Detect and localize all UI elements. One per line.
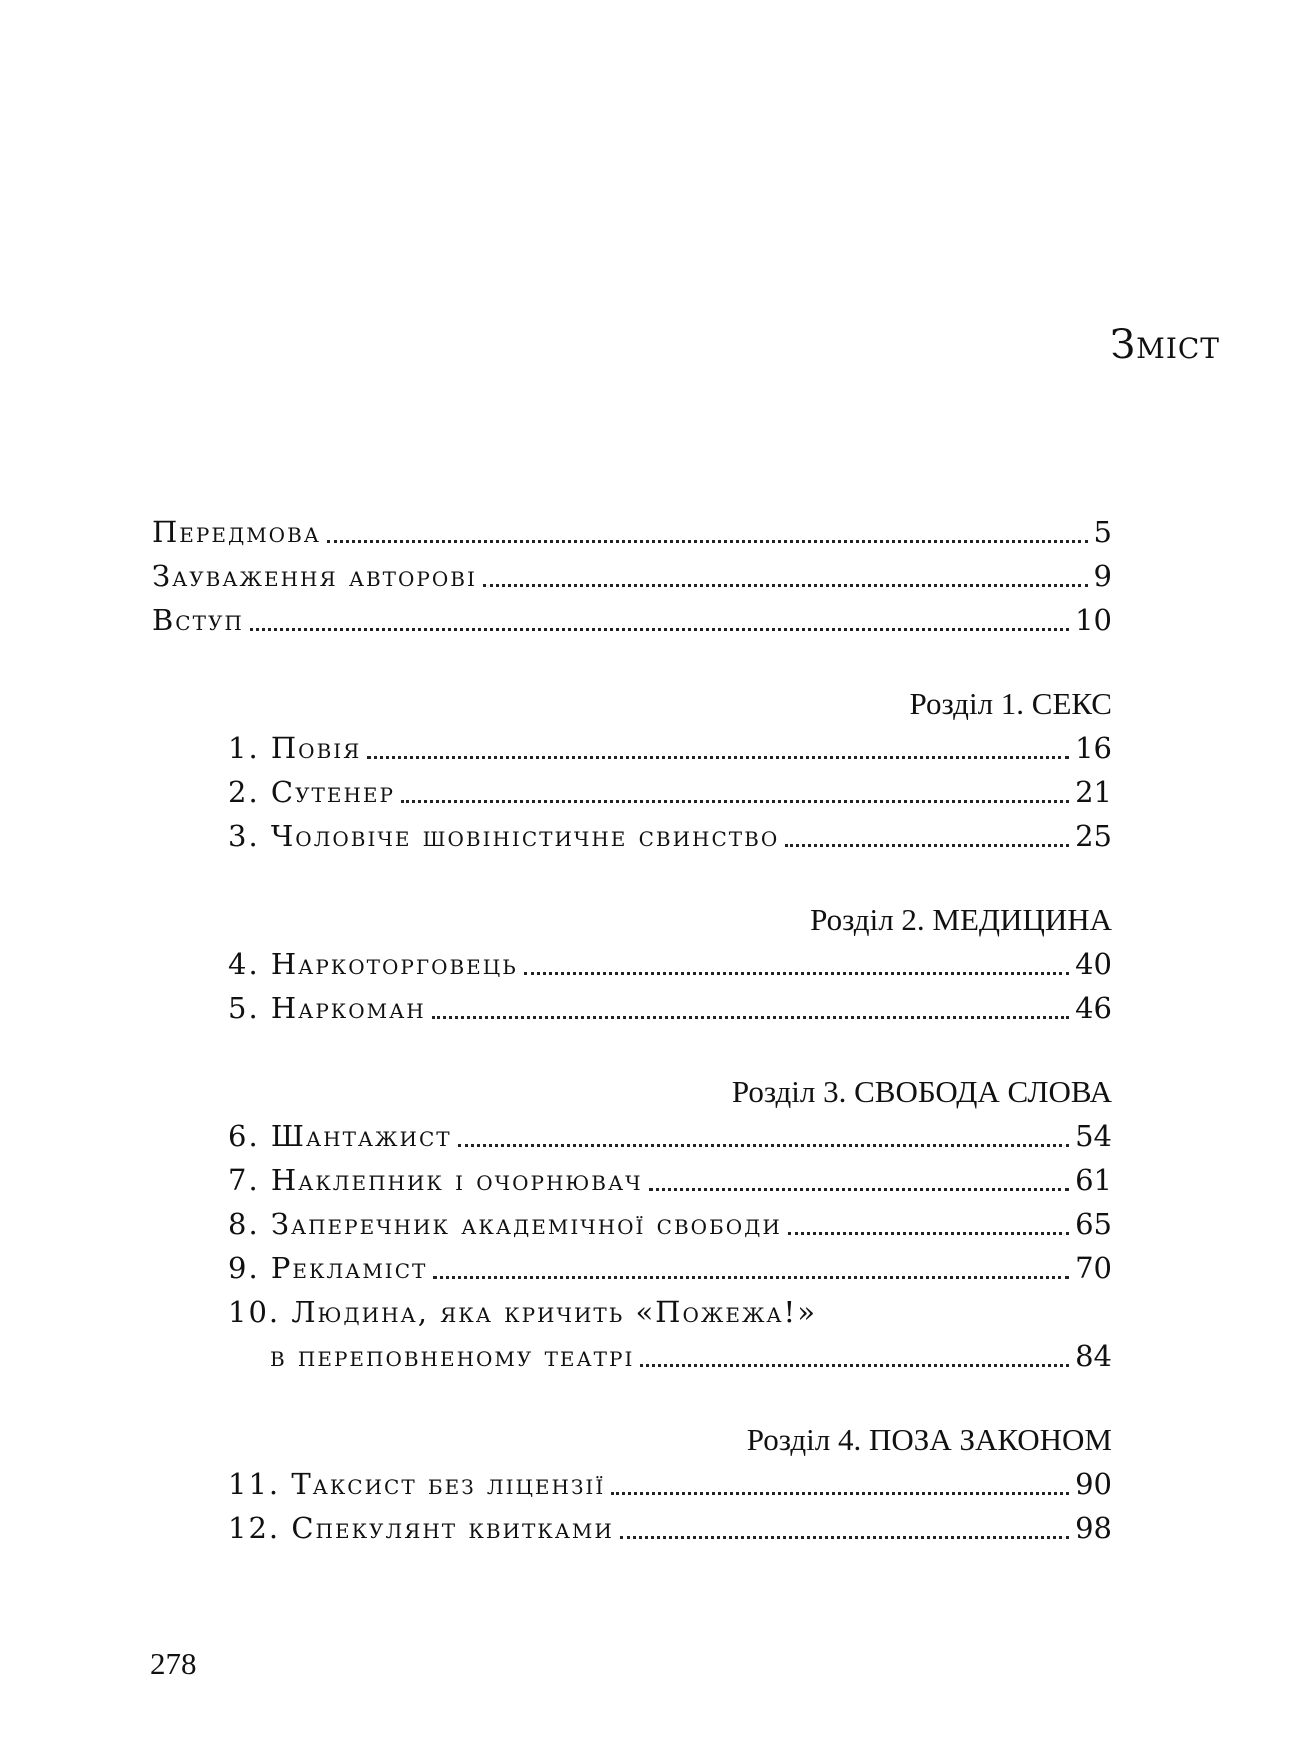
leader-dots bbox=[524, 972, 1069, 975]
leader-dots bbox=[649, 1188, 1070, 1191]
toc-entry-page: 98 bbox=[1075, 1511, 1112, 1545]
toc-entry-page: 54 bbox=[1075, 1119, 1112, 1153]
toc-entry[interactable] bbox=[152, 1462, 1112, 1506]
toc-entry[interactable] bbox=[152, 726, 1112, 770]
section-heading-2: Розділ 2. МЕДИЦИНА bbox=[810, 902, 1112, 937]
toc-entry-foreword[interactable] bbox=[152, 510, 1112, 554]
leader-dots bbox=[401, 800, 1069, 803]
toc-entry[interactable] bbox=[152, 1202, 1112, 1246]
toc-entry-page: 61 bbox=[1075, 1163, 1112, 1197]
leader-dots bbox=[611, 1492, 1069, 1495]
toc-entry-label: 11. Таксист без ліцензії bbox=[228, 1467, 606, 1501]
toc-entry-label: 9. Рекламіст bbox=[228, 1251, 428, 1285]
toc-entry-page: 25 bbox=[1075, 819, 1112, 853]
toc-entry-multiline[interactable] bbox=[152, 1290, 1112, 1378]
toc-entry-label: 8. Заперечник академічної свободи bbox=[228, 1207, 782, 1241]
toc-entry[interactable] bbox=[152, 1158, 1112, 1202]
table-of-contents bbox=[152, 510, 1112, 1550]
toc-entry-page: 40 bbox=[1075, 947, 1112, 981]
leader-dots bbox=[458, 1144, 1069, 1147]
toc-entry[interactable] bbox=[152, 986, 1112, 1030]
leader-dots bbox=[367, 756, 1069, 759]
leader-dots bbox=[785, 844, 1069, 847]
toc-entry-label: 6. Шантажист bbox=[228, 1119, 452, 1153]
section-heading-1: Розділ 1. СЕКС bbox=[909, 686, 1112, 721]
toc-entry[interactable] bbox=[152, 942, 1112, 986]
toc-entry-page: 46 bbox=[1075, 991, 1112, 1025]
leader-dots bbox=[620, 1536, 1069, 1539]
toc-entry-note-to-author[interactable] bbox=[152, 554, 1112, 598]
toc-entry-label: 4. Наркоторговець bbox=[228, 947, 518, 981]
toc-entry-label-line2: в переповненому театрі bbox=[270, 1339, 635, 1373]
toc-entry-page: 21 bbox=[1075, 775, 1112, 809]
page-title: Зміст bbox=[1110, 322, 1220, 368]
leader-dots bbox=[250, 628, 1069, 631]
toc-entry-label: 1. Повія bbox=[228, 731, 362, 765]
toc-entry[interactable] bbox=[152, 1246, 1112, 1290]
toc-entry-label: Вступ bbox=[152, 603, 244, 637]
toc-entry[interactable] bbox=[152, 1506, 1112, 1550]
toc-entry-label: Зауваження авторові bbox=[152, 559, 477, 593]
toc-entry-label: Передмова bbox=[152, 515, 321, 549]
leader-dots bbox=[483, 584, 1088, 587]
toc-entry-page: 10 bbox=[1075, 603, 1112, 637]
toc-entry-label: 3. Чоловіче шовіністичне свинство bbox=[228, 819, 780, 853]
leader-dots bbox=[432, 1016, 1069, 1019]
toc-entry-label: 7. Наклепник і очорнювач bbox=[228, 1163, 643, 1197]
toc-entry-page: 9 bbox=[1093, 559, 1112, 593]
toc-entry-page: 5 bbox=[1093, 515, 1112, 549]
leader-dots bbox=[788, 1232, 1069, 1235]
toc-entry-introduction[interactable] bbox=[152, 598, 1112, 642]
toc-entry-label: 5. Наркоман bbox=[228, 991, 426, 1025]
toc-entry-label: 12. Спекулянт квитками bbox=[228, 1511, 614, 1545]
section-heading-3: Розділ 3. СВОБОДА СЛОВА bbox=[731, 1074, 1112, 1109]
toc-entry[interactable] bbox=[152, 1114, 1112, 1158]
toc-entry-label: 2. Сутенер bbox=[228, 775, 395, 809]
toc-entry[interactable] bbox=[152, 770, 1112, 814]
toc-entry-page: 65 bbox=[1075, 1207, 1112, 1241]
toc-entry-page: 90 bbox=[1075, 1467, 1112, 1501]
toc-entry-page: 70 bbox=[1075, 1251, 1112, 1285]
toc-entry-continuation bbox=[228, 1334, 1112, 1378]
toc-entry-page: 16 bbox=[1075, 731, 1112, 765]
leader-dots bbox=[640, 1364, 1069, 1367]
section-heading-4: Розділ 4. ПОЗА ЗАКОНОМ bbox=[746, 1422, 1112, 1457]
toc-entry-label-line1: 10. Людина, яка кричить «Пожежа!» bbox=[228, 1295, 817, 1329]
toc-entry-page: 84 bbox=[1075, 1339, 1112, 1373]
leader-dots bbox=[433, 1276, 1069, 1279]
leader-dots bbox=[327, 540, 1088, 543]
toc-entry[interactable] bbox=[152, 814, 1112, 858]
page-number: 278 bbox=[150, 1646, 197, 1681]
